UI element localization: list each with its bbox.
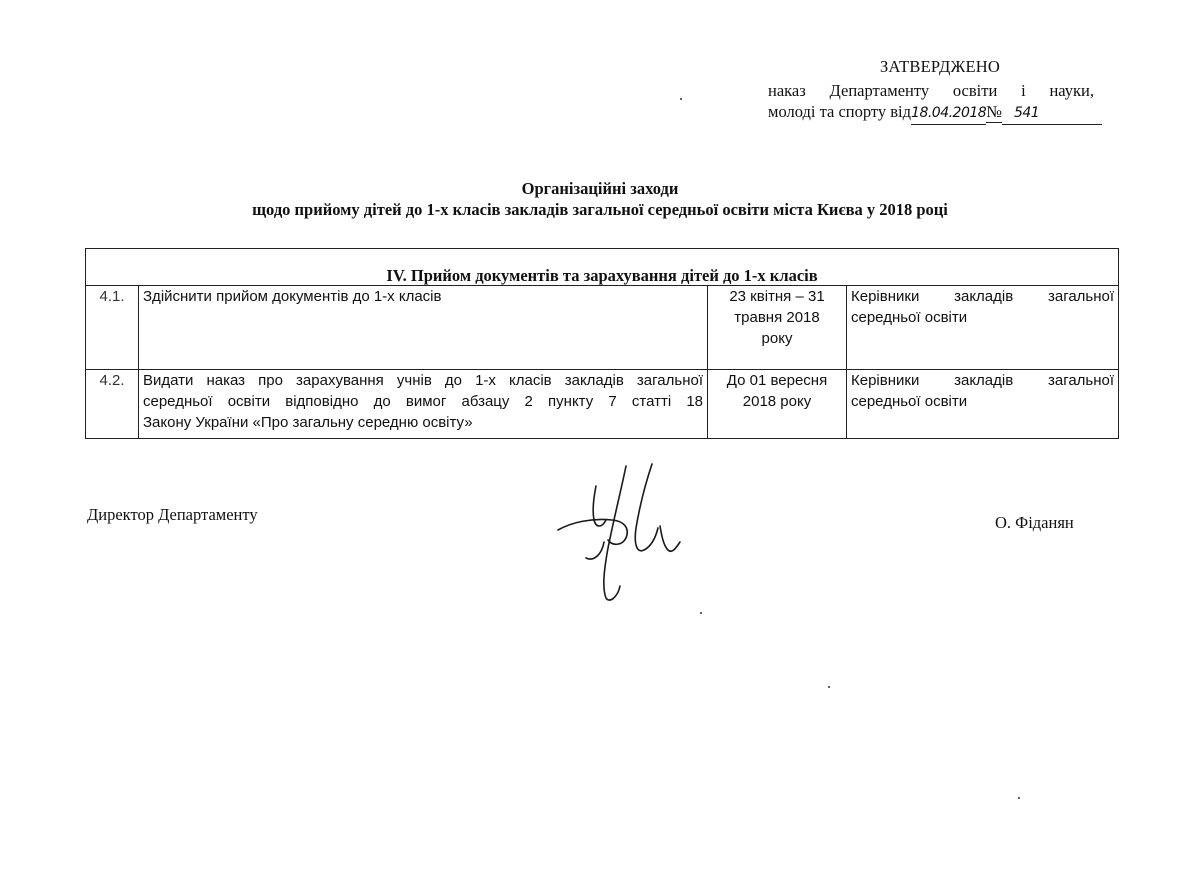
- approval-block: [768, 56, 1094, 125]
- approval-line-2: [768, 101, 1094, 125]
- measures-table: [85, 248, 1119, 439]
- row-task: [139, 370, 708, 439]
- row-task-line-1: Видати наказ про зарахування учнів до 1-х класів закладів загальної: [143, 372, 703, 389]
- table-row: [86, 370, 1119, 439]
- signer-name: О. Фіданян: [995, 513, 1074, 532]
- row-responsible-text: Керівники закладів загальної середньої освіти: [851, 372, 1115, 410]
- number-sign: №: [986, 102, 1002, 121]
- row-task: Здійснити прийом документів до 1-х класів: [139, 286, 708, 370]
- row-term-text: До 01 вересня 2018 року: [726, 372, 828, 410]
- row-responsible: [847, 286, 1119, 370]
- section-header: IV. Прийом документів та зарахування дітей до 1-х класів: [86, 249, 1119, 286]
- handwritten-number: 541: [1002, 103, 1102, 125]
- signature-image: [548, 458, 688, 606]
- row-task-line-3: Закону України «Про загальну середню освіту»: [143, 414, 473, 431]
- row-responsible: [847, 370, 1119, 439]
- row-number: 4.1.: [86, 286, 139, 370]
- row-term: [708, 370, 847, 439]
- scan-speck: [828, 686, 830, 688]
- scan-speck: [680, 98, 682, 100]
- row-term-text: 23 квітня – 31 травня 2018 року: [729, 288, 825, 347]
- section-header-row: [86, 249, 1119, 286]
- row-number: 4.2.: [86, 370, 139, 439]
- table-row: [86, 286, 1119, 370]
- row-responsible-text: Керівники закладів загальної середньої освіти: [851, 288, 1115, 326]
- director-position: Директор Департаменту: [87, 505, 258, 524]
- title-subtitle: щодо прийому дітей до 1-х класів закладів загальної середньої освіти міста Києва у 2018 році: [252, 200, 948, 219]
- document-title: [0, 178, 1200, 220]
- scan-speck: [700, 612, 702, 614]
- row-term: [708, 286, 847, 370]
- row-task-line-2: середньої освіти відповідно до вимог абзацу 2 пункту 7 статті 18: [143, 393, 703, 410]
- scan-speck: [1018, 797, 1020, 799]
- title-main: Організаційні заходи: [521, 179, 679, 198]
- handwritten-date: 18.04.2018: [911, 103, 986, 125]
- approval-header: ЗАТВЕРДЖЕНО: [880, 57, 1000, 76]
- approval-date-prefix: молоді та спорту від: [768, 102, 912, 121]
- approval-line-1: наказ Департаменту освіти і науки,: [768, 81, 1094, 100]
